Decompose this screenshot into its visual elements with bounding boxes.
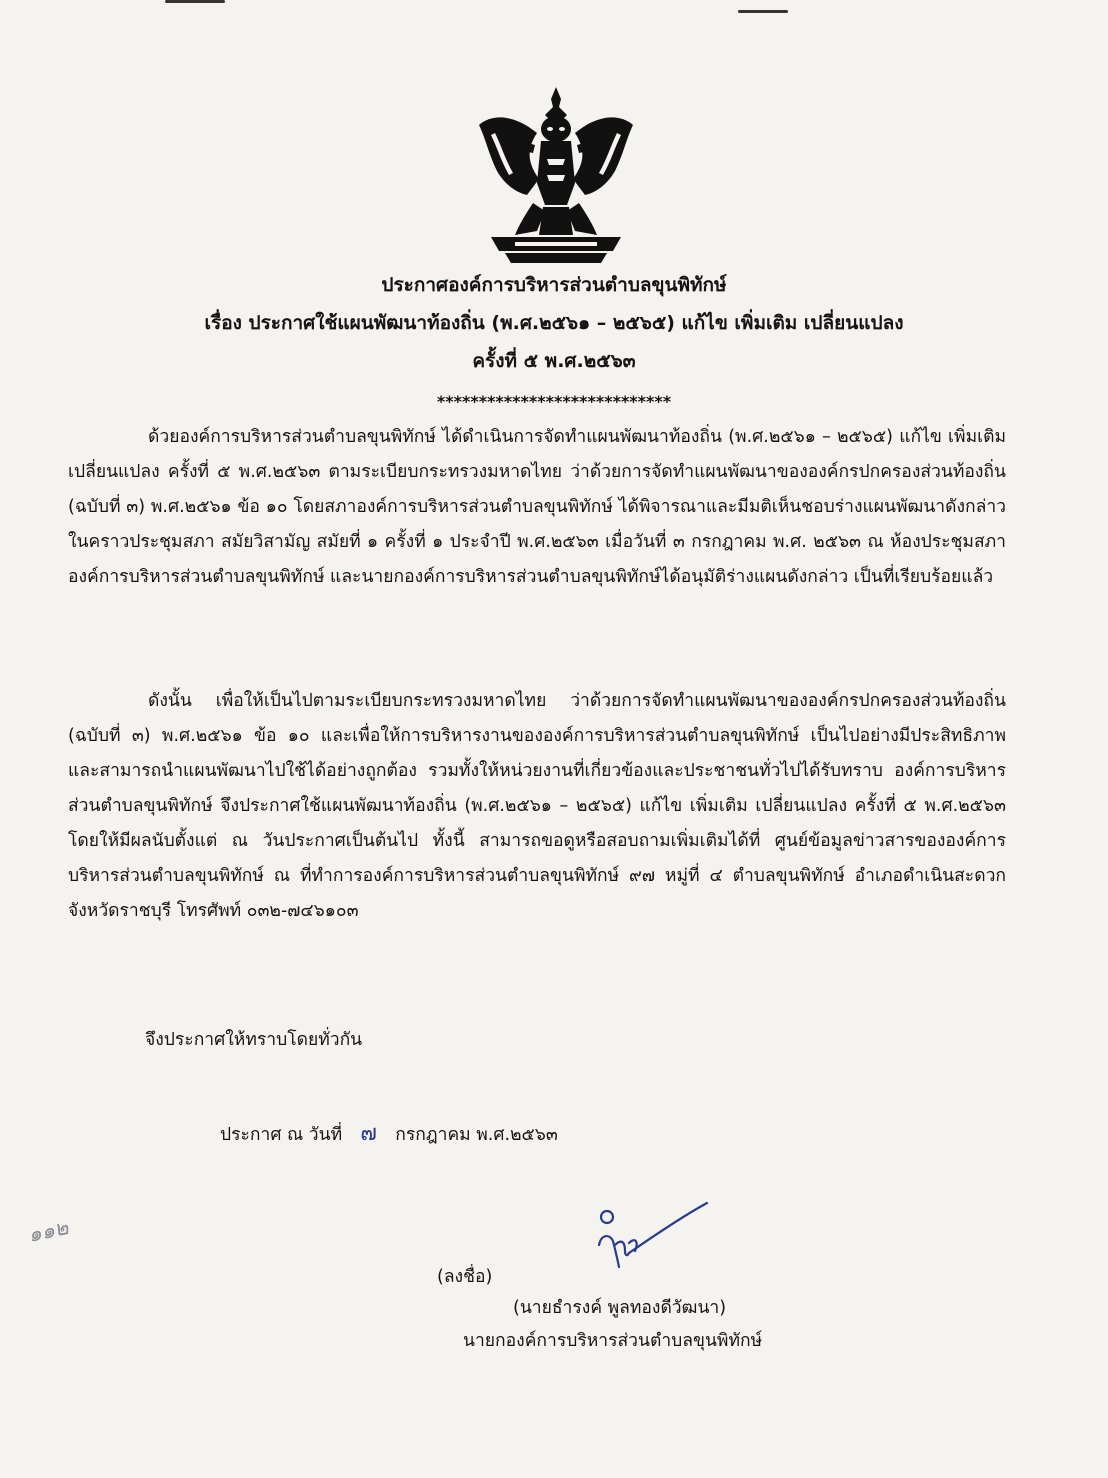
edition-line: ครั้งที่ ๕ พ.ศ.๒๕๖๓ <box>472 350 636 372</box>
garuda-emblem-icon <box>475 85 637 265</box>
signer-name: (นายธำรงค์ พูลทองดีวัฒนา) <box>513 1298 727 1318</box>
subject-line: เรื่อง ประกาศใช้แผนพัฒนาท้องถิ่น (พ.ศ.๒๕๖๑ – ๒๕๖๕) แก้ไข เพิ่มเติม เปลี่ยนแปลง <box>204 312 904 334</box>
announcement-date <box>220 1115 558 1150</box>
scan-mark-left <box>165 0 225 3</box>
closing-line: จึงประกาศให้ทราบโดยทั่วกัน <box>145 1030 363 1050</box>
signer-position: นายกองค์การบริหารส่วนตำบลขุนพิทักษ์ <box>463 1331 763 1351</box>
margin-pencil-note: ๑๑๒ <box>25 1215 71 1247</box>
body-paragraph-2: ดังนั้น เพื่อให้เป็นไปตามระเบียบกระทรวงมหาดไทย ว่าด้วยการจัดทำแผนพัฒนาขององค์กรปกครองส่วนท้องถิ่น (ฉบับที่ ๓) พ.ศ.๒๕๖๑ ข้อ ๑๐ และเพื่อให้การบริหารงานขององค์การบริหารส่วนตำบลขุนพิทักษ์ เป็นไปอย่างมีประสิทธิภาพ และสามารถนำแผนพัฒนาไปใช้ได้อย่างถูกต้อง รวมทั้งให้หน่วยงานที่เกี่ยวข้องและประชาชนทั่วไปได้รับทราบ องค์การบริหารส่วนตำบลขุนพิทักษ์ จึงประกาศใช้แผนพัฒนาท้องถิ่น (พ.ศ.๒๕๖๑ – ๒๕๖๕) แก้ไข เพิ่มเติม เปลี่ยนแปลง ครั้งที่ ๕ พ.ศ.๒๕๖๓ โดยให้มีผลนับตั้งแต่ ณ วันประกาศเป็นต้นไป ทั้งนี้ สามารถขอดูหรือสอบถามเพิ่มเติมได้ที่ ศูนย์ข้อมูลข่าวสารขององค์การบริหารส่วนตำบลขุนพิทักษ์ ณ ที่ทำการองค์การบริหารส่วนตำบลขุนพิทักษ์ ๙๗ หมู่ที่ ๔ ตำบลขุนพิทักษ์ อำเภอดำเนินสะดวก จังหวัดราชบุรี โทรศัพท์ ๐๓๒-๗๔๖๑๐๓ <box>68 691 1006 921</box>
separator-line: **************************** <box>436 392 672 411</box>
date-suffix: กรกฎาคม พ.ศ.๒๕๖๓ <box>395 1125 558 1145</box>
body-paragraph-1: ด้วยองค์การบริหารส่วนตำบลขุนพิทักษ์ ได้ดำเนินการจัดทำแผนพัฒนาท้องถิ่น (พ.ศ.๒๕๖๑ – ๒๕๖๕) แก้ไข เพิ่มเติม เปลี่ยนแปลง ครั้งที่ ๕ พ.ศ.๒๕๖๓ ตามระเบียบกระทรวงมหาดไทย ว่าด้วยการจัดทำแผนพัฒนาขององค์กรปกครองส่วนท้องถิ่น (ฉบับที่ ๓) พ.ศ.๒๕๖๑ ข้อ ๑๐ โดยสภาองค์การบริหารส่วนตำบลขุนพิทักษ์ ได้พิจารณาและมีมติเห็นชอบร่างแผนพัฒนาดังกล่าว ในคราวประชุมสภา สมัยวิสามัญ สมัยที่ ๑ ครั้งที่ ๑ ประจำปี พ.ศ.๒๕๖๓ เมื่อวันที่ ๓ กรกฎาคม พ.ศ. ๒๕๖๓ ณ ห้องประชุมสภาองค์การบริหารส่วนตำบลขุนพิทักษ์ และนายกองค์การบริหารส่วนตำบลขุนพิทักษ์ได้อนุมัติร่างแผนดังกล่าว เป็นที่เรียบร้อยแล้ว <box>68 427 1006 587</box>
date-prefix: ประกาศ ณ วันที่ <box>220 1125 343 1145</box>
page-title: ประกาศองค์การบริหารส่วนตำบลขุนพิทักษ์ <box>381 274 727 296</box>
sign-label: (ลงชื่อ) <box>437 1267 493 1287</box>
signature-icon <box>585 1195 715 1285</box>
date-day-handwritten: ๗ <box>360 1121 377 1146</box>
scan-mark-right <box>738 10 788 13</box>
